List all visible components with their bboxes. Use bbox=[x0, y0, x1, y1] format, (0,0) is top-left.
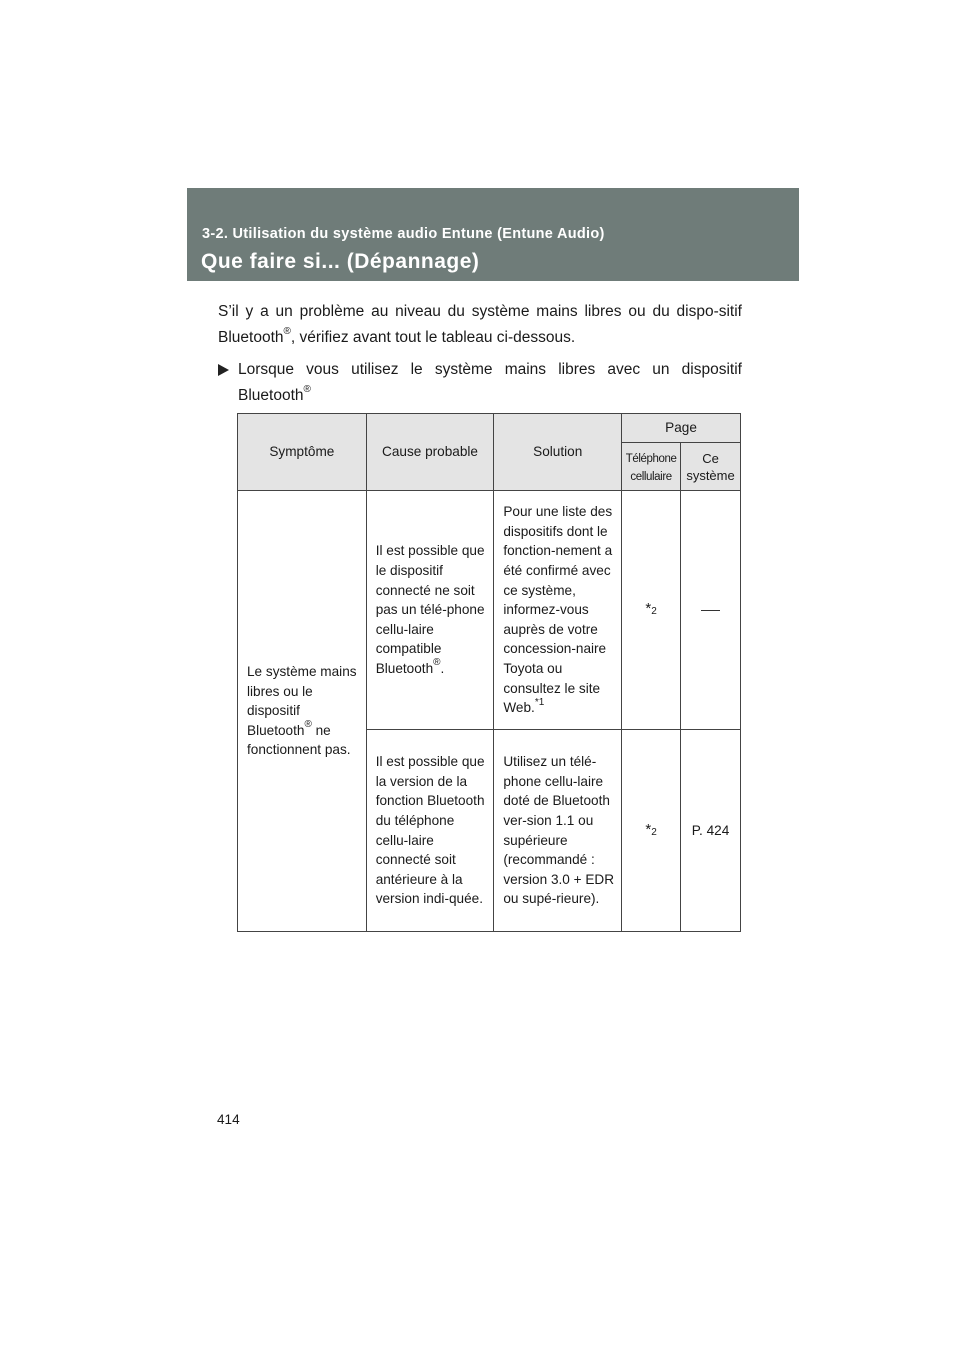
symptom-cell: Le système mains libres ou le dispositif Bluetooth® ne fonctionnent pas. bbox=[238, 491, 367, 932]
page-number: 414 bbox=[217, 1112, 240, 1127]
page-title: Que faire si... (Dépannage) bbox=[201, 250, 480, 273]
solution-cell: Utilisez un télé-phone cellu-laire doté de Bluetooth ver-sion 1.1 ou supérieure (recommandé : version 3.0 + EDR ou supé-rieure). bbox=[494, 730, 622, 932]
phone-page-cell: $*_2$ bbox=[622, 730, 681, 932]
phone-page-cell: $*_2$ bbox=[622, 491, 681, 730]
header-solution: Solution bbox=[494, 414, 622, 491]
header-page: Page bbox=[622, 414, 741, 443]
registered-mark: ® bbox=[283, 325, 291, 337]
solution-cell: Pour une liste des dispositifs dont le fonction-nement a été confirmé avec ce système, informez-vous auprès de votre concession-naire Toyota ou consultez le site Web.$^{*1}$ bbox=[494, 491, 622, 730]
dash-icon bbox=[701, 610, 720, 611]
section-label: 3-2. Utilisation du système audio Entune (Entune Audio) bbox=[202, 226, 605, 242]
bullet-item bbox=[218, 357, 742, 409]
system-page-cell: P. 424 bbox=[681, 730, 741, 932]
intro-text-1: S’il y a un problème au niveau du système mains libres ou du dispo-sitif Bluetooth bbox=[218, 303, 742, 346]
cause-cell: Il est possible que la version de la fonction Bluetooth du téléphone cellu-laire connecté soit antérieure à la version indi-quée. bbox=[366, 730, 494, 932]
registered-mark: ® bbox=[303, 383, 311, 395]
header-cause: Cause probable bbox=[366, 414, 494, 491]
header-system: Ce système bbox=[681, 443, 741, 491]
header-phone: Téléphone cellulaire bbox=[622, 443, 681, 491]
bullet-text: Lorsque vous utilisez le système mains libres avec un dispositif Bluetooth bbox=[238, 361, 742, 404]
header-symptom: Symptôme bbox=[238, 414, 367, 491]
troubleshooting-table bbox=[237, 413, 741, 932]
intro-text-2: , vérifiez avant tout le tableau ci-dessous. bbox=[290, 329, 576, 346]
table-row bbox=[238, 491, 741, 730]
cause-cell: Il est possible que le dispositif connecté ne soit pas un télé-phone cellu-laire compatible Bluetooth®. bbox=[366, 491, 494, 730]
triangle-bullet-icon bbox=[218, 364, 229, 376]
system-page-cell bbox=[681, 491, 741, 730]
intro-paragraph bbox=[218, 299, 742, 351]
footnote-ref: *1 bbox=[534, 696, 545, 708]
section-header bbox=[187, 188, 799, 281]
